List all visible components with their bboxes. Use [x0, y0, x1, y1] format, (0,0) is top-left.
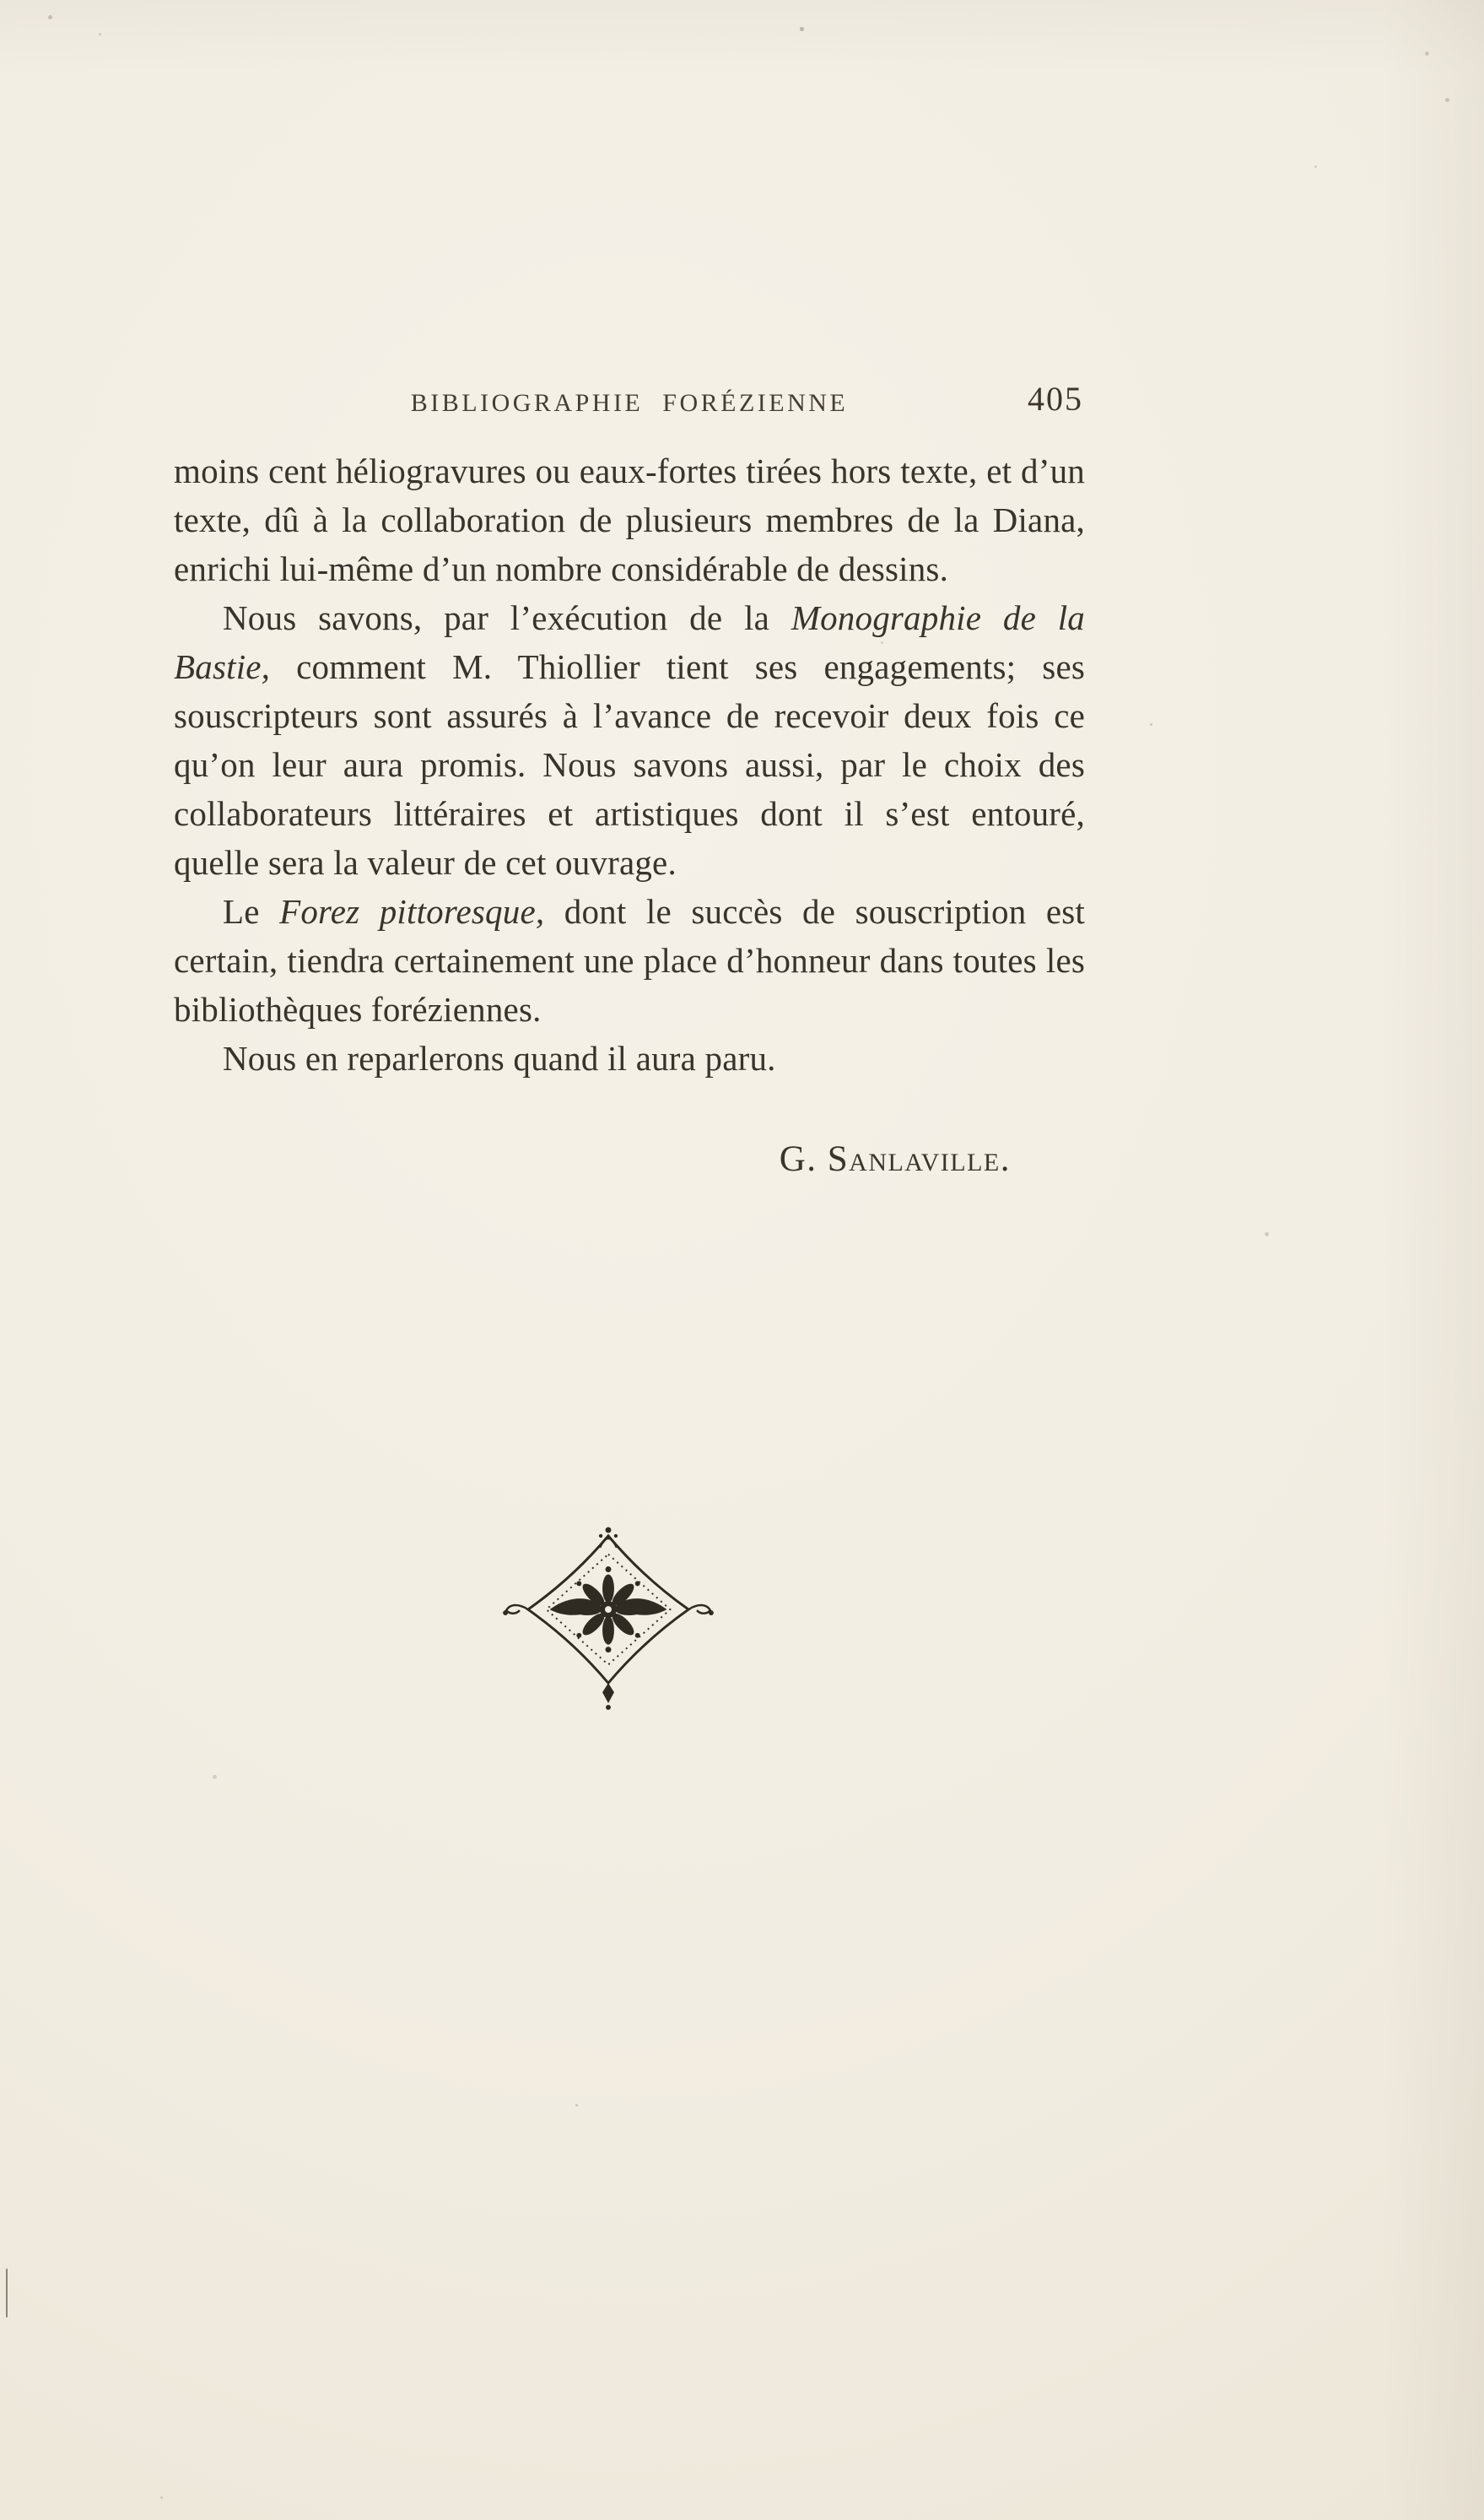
author-signature: G. Sanlaville.	[779, 1139, 1011, 1179]
italic-book-title: Forez pittoresque,	[279, 892, 545, 931]
paragraph-text: dont le succès de souscription est certain, tiendra certainement une place d’honneur dans toutes les bibliothèques foréziennes.	[174, 892, 1085, 1029]
scan-artifact-mark	[6, 2269, 8, 2317]
paragraph-text: comment M. Thiollier tient ses engagements; ses souscripteurs sont assurés à l’avance de recevoir deux fois ce qu’on leur aura promis. Nous savons aussi, par le choix des collaborateurs littéraires et artistiques dont il s’est entouré, quelle sera la valeur de cet ouvrage.	[174, 647, 1085, 882]
page-header	[174, 376, 1085, 430]
paragraph-text: Nous savons, par l’exécution de la	[223, 598, 791, 637]
printer-ornament	[499, 1524, 717, 1712]
paragraph	[174, 446, 1085, 593]
paragraph	[174, 887, 1085, 1034]
page-number: 405	[1028, 380, 1083, 418]
paragraph	[174, 1034, 1085, 1083]
paragraph-text: moins cent héliogravures ou eaux-fortes tirées hors texte, et d’un texte, dû à la collaboration de plusieurs membres de la Diana, enrichi lui-même d’un nombre considérable de dessins.	[174, 452, 1085, 588]
paragraph-text: Le	[223, 892, 280, 931]
fleuron-icon	[499, 1524, 717, 1712]
running-header-title: BIBLIOGRAPHIE FORÉZIENNE	[410, 389, 849, 417]
paragraph	[174, 593, 1085, 887]
italic-book-title: Monographie de la Bastie,	[174, 598, 1086, 686]
paragraph-text: Nous en reparlerons quand il aura paru.	[223, 1039, 776, 1078]
paper-specks	[0, 0, 3, 3]
page-text-block	[174, 376, 1085, 1180]
